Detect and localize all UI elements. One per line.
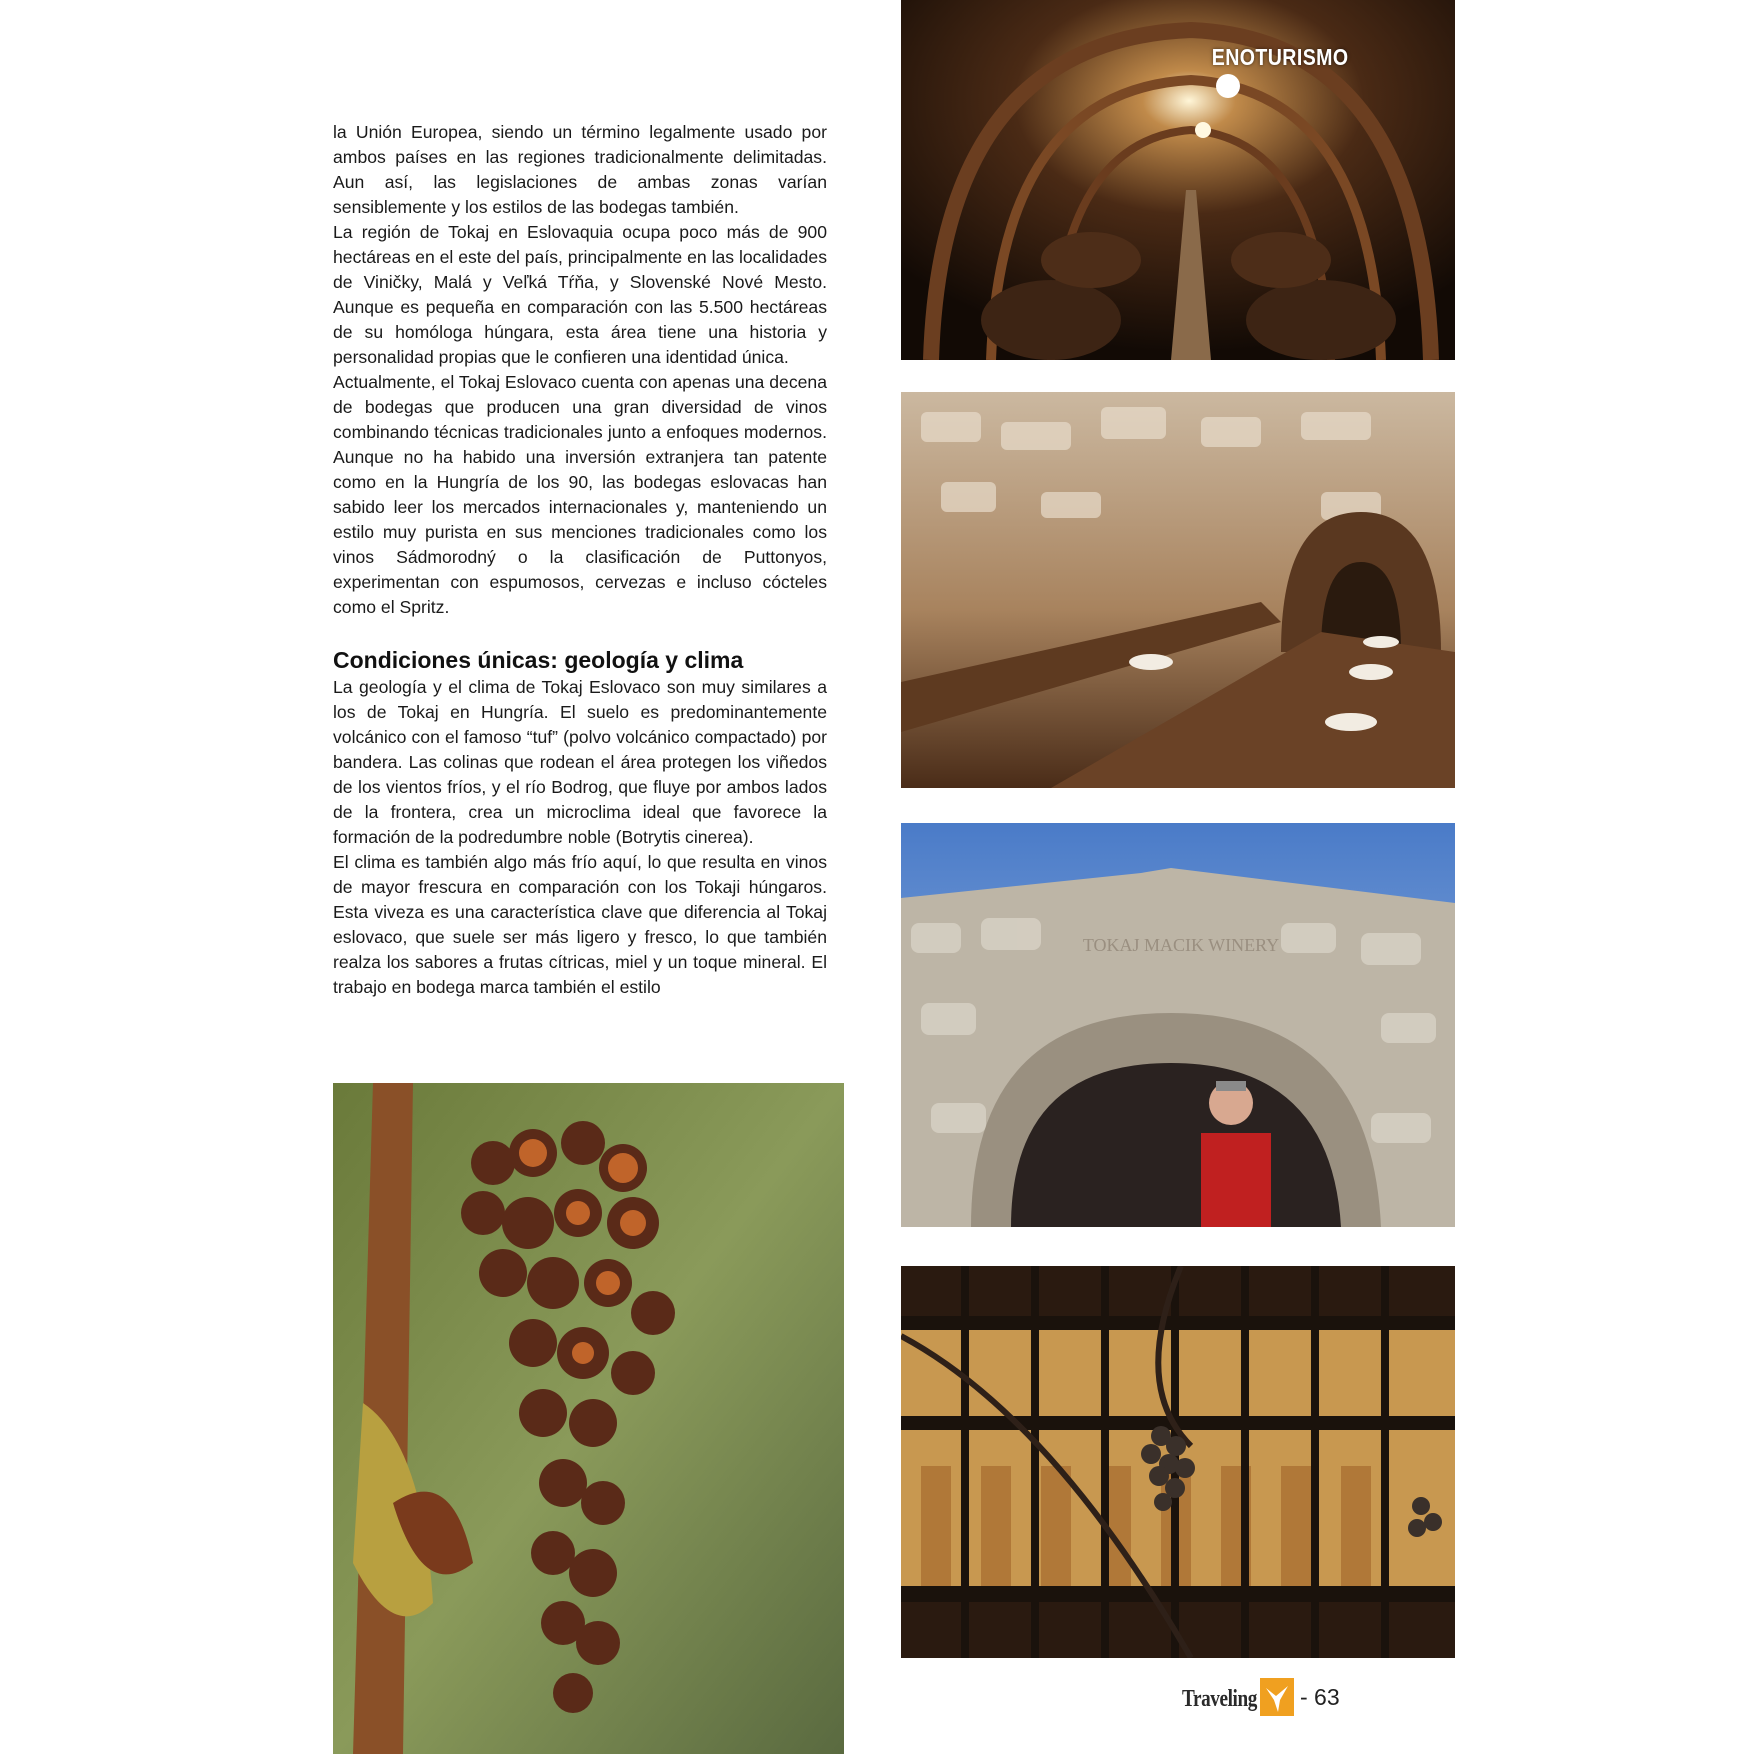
- subheading: Condiciones únicas: geología y clima: [333, 647, 744, 673]
- paragraph: El clima es también algo más frío aquí, lo que resulta en vinos de mayor frescura en comparación con los Tokaji húngaros. Esta viveza es una característica clave que diferencia al Tokaj eslovaco, que suele ser más ligero y fresco, lo que también realza los sabores a frutas cítricas, miel y un toque mineral. El trabajo en bodega marca también el estilo: [333, 852, 827, 997]
- brand-name: Traveling: [1182, 1686, 1257, 1712]
- paragraph: Actualmente, el Tokaj Eslovaco cuenta con apenas una decena de bodegas que producen una gran diversidad de vinos combinando técnicas tradicionales junto a enfoques modernos. Aunque no ha habido una inversión extranjera tan patente como en la Hungría de los 90, las bodegas eslovacas han sabido leer los mercados internacionales y, manteniendo un estilo muy purista en sus menciones tradicionales como los vinos Sádmorodný o la clasificación de Puttonyos, experimentan con espumosos, cervezas e incluso cócteles como el Spritz.: [333, 372, 827, 617]
- photo-cellar-tunnel: [901, 0, 1455, 360]
- photo-stone-cellar-dining: [901, 392, 1455, 788]
- photo-winery-entrance: [901, 823, 1455, 1227]
- winery-sign: TOKAJ MACIK WINERY: [1082, 935, 1280, 955]
- footer: [1180, 1676, 1380, 1718]
- article-body: [333, 120, 827, 1000]
- photo-botrytis-grapes: [333, 1083, 844, 1754]
- bird-logo-icon: [1260, 1678, 1294, 1716]
- paragraph: La región de Tokaj en Eslovaquia ocupa poco más de 900 hectáreas en el este del país, principalmente en las localidades de Viničky, Malá y Veľká Tŕňa, y Slovenské Nové Mesto. Aunque es pequeña en comparación con las 5.500 hectáreas de su homóloga húngara, esta área tiene una historia y personalidad propias que le confieren una identidad única.: [333, 222, 827, 367]
- paragraph: la Unión Europea, siendo un término legalmente usado por ambos países en las regiones tradicionalmente delimitadas. Aun así, las legislaciones de ambas zonas varían sensiblemente y los estilos de las bodegas también.: [333, 122, 827, 217]
- photo-iron-gate-bottles: [901, 1266, 1455, 1658]
- section-label: ENOTURISMO: [1211, 44, 1349, 70]
- paragraph: La geología y el clima de Tokaj Eslovaco son muy similares a los de Tokaj en Hungría. El suelo es predominantemente volcánico con el famoso “tuf” (polvo volcánico compactado) por bandera. Las colinas que rodean el área protegen los viñedos de los vientos fríos, y el río Bodrog, que fluye por ambos lados de la frontera, crea un microclima ideal que favorece la formación de la podredumbre noble (Botrytis cinerea).: [333, 677, 827, 847]
- page-number: - 63: [1300, 1684, 1340, 1710]
